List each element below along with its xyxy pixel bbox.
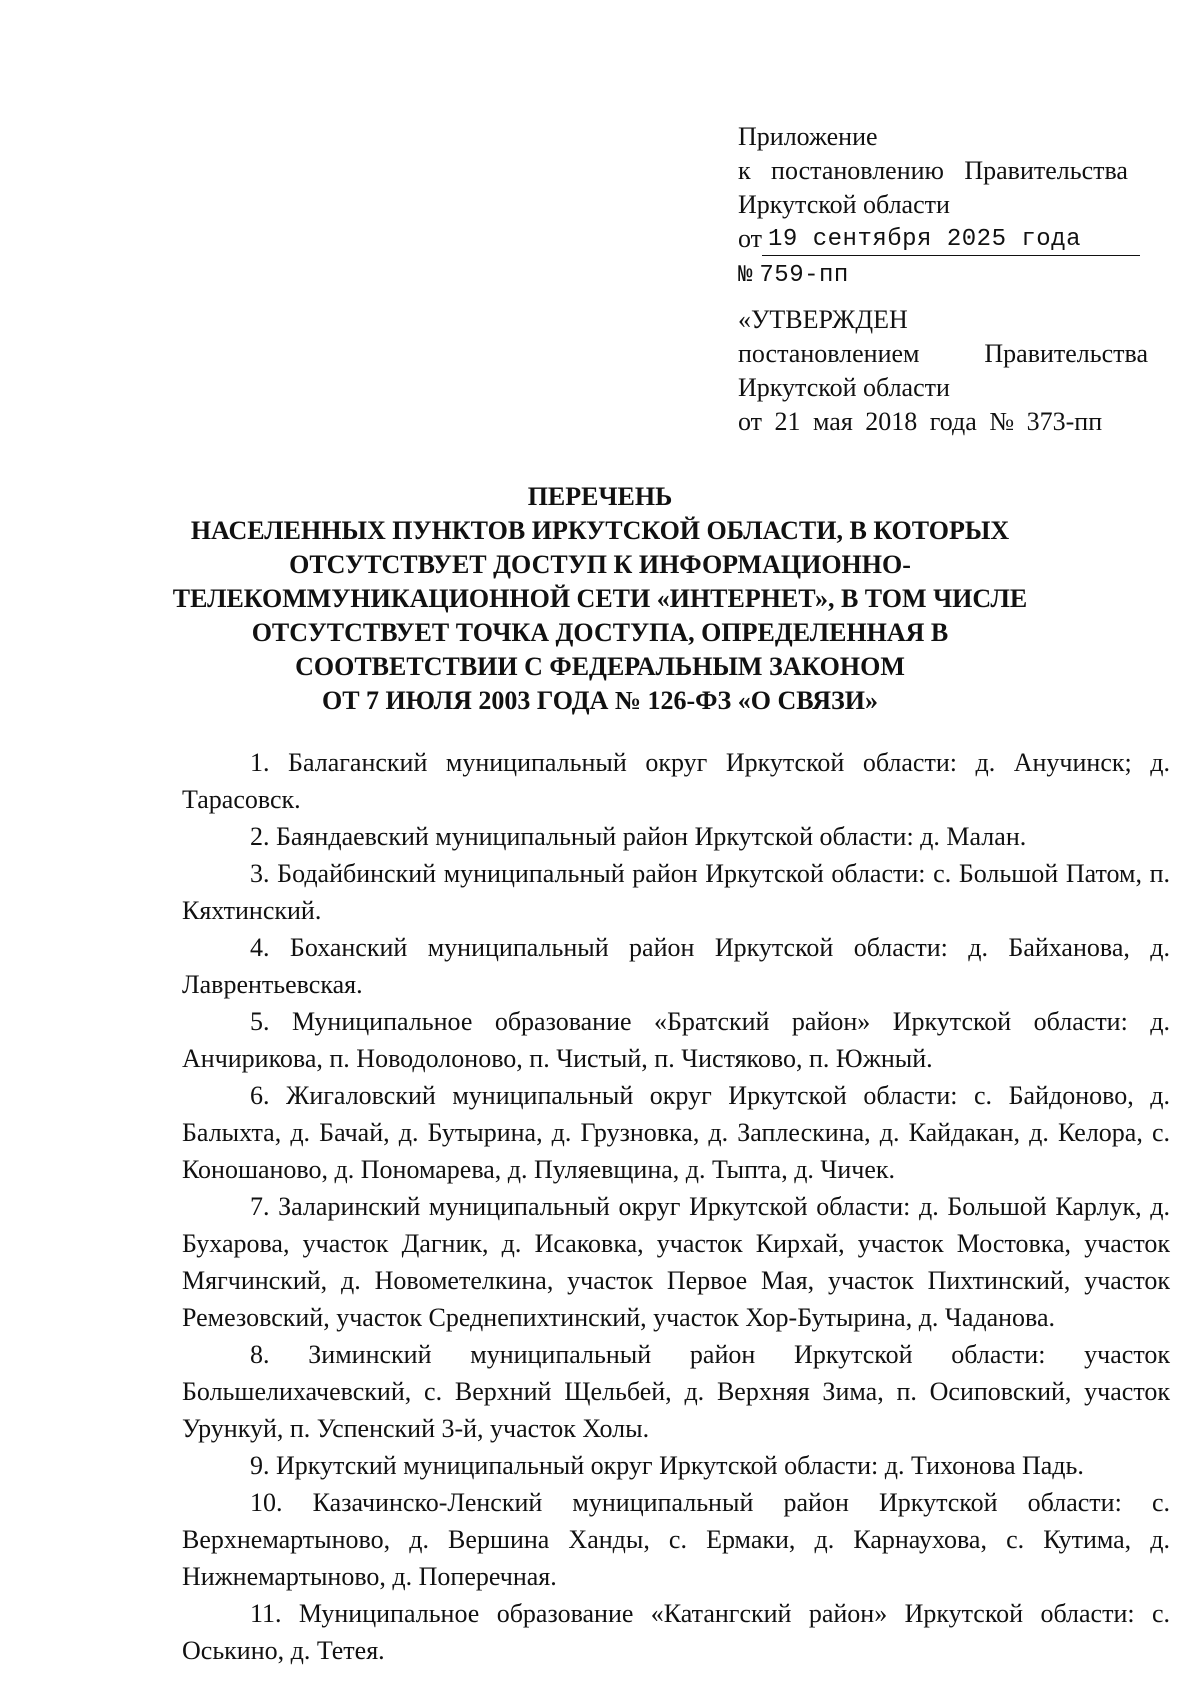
list-item: 11. Муниципальное образование «Катангский район» Иркутской области: с. Оськино, д. Тетея. xyxy=(182,1599,1170,1665)
list-item: 4. Боханский муниципальный район Иркутской области: д. Байханова, д. Лаврентьевская. xyxy=(182,933,1170,999)
appendix-to-word: к xyxy=(738,156,751,185)
appendix-to-resolution xyxy=(738,154,1128,188)
appendix-number-prefix: № xyxy=(738,262,753,289)
list-item: 1. Балаганский муниципальный округ Иркутской области: д. Анучинск; д. Тарасовск. xyxy=(182,748,1170,814)
list-item: 6. Жигаловский муниципальный округ Иркутской области: с. Байдоново, д. Балыхта, д. Бачай, д. Бутырина, д. Грузновка, д. Заплескина, д. Кайдакан, д. Келора, с. Коношаново, д. Пономарева, д. Пуляевщина, д. Тыпта, д. Чичек. xyxy=(182,1081,1170,1184)
appendix-approval-block xyxy=(738,120,1158,439)
title-line-6: СООТВЕТСТВИИ С ФЕДЕРАЛЬНЫМ ЗАКОНОМ xyxy=(295,652,905,681)
title-line-1: ПЕРЕЧЕНЬ xyxy=(527,482,673,511)
appendix-region: Иркутской области xyxy=(738,190,950,219)
appendix-date-value: 19 сентября 2025 года xyxy=(762,225,1140,256)
title-line-5: ОТСУТСТВУЕТ ТОЧКА ДОСТУПА, ОПРЕДЕЛЕННАЯ В xyxy=(251,618,949,647)
approved-heading: «УТВЕРЖДЕН xyxy=(738,305,908,334)
appendix-government-word: Правительства xyxy=(964,156,1128,185)
list-item: 3. Бодайбинский муниципальный район Иркутской области: с. Большой Патом, п. Кяхтинский. xyxy=(182,859,1170,925)
approved-date-number: от 21 мая 2018 года № 373-пп xyxy=(738,407,1103,436)
approved-government-word: Правительства xyxy=(984,339,1148,368)
appendix-label: Приложение xyxy=(738,122,878,151)
approved-region: Иркутской области xyxy=(738,373,950,402)
approved-by-resolution xyxy=(738,337,1148,371)
appendix-resolution-word: постановлению xyxy=(771,156,944,185)
document-title xyxy=(130,480,1070,718)
list-item: 10. Казачинско-Ленский муниципальный район Иркутской области: с. Верхнемартыново, д. Вершина Ханды, с. Ермаки, д. Карнаухова, с. Кутима, д. Нижнемартыново, д. Поперечная. xyxy=(182,1488,1170,1591)
appendix-date-prefix: от xyxy=(738,224,763,253)
list-item: 2. Баяндаевский муниципальный район Иркутской области: д. Малан. xyxy=(250,822,1027,851)
appendix-date-row xyxy=(738,222,1158,256)
settlement-list xyxy=(182,744,1170,1669)
list-item: 5. Муниципальное образование «Братский район» Иркутской области: д. Анчирикова, п. Новодолоново, п. Чистый, п. Чистяково, п. Южный. xyxy=(182,1007,1170,1073)
list-item: 7. Заларинский муниципальный округ Иркутской области: д. Большой Карлук, д. Бухарова, участок Дагник, д. Исаковка, участок Кирхай, участок Мостовка, участок Мягчинский, д. Новометелкина, участок Первое Мая, участок Пихтинский, участок Ремезовский, участок Среднепихтинский, участок Хор-Бутырина, д. Чаданова. xyxy=(182,1192,1170,1332)
title-line-2: НАСЕЛЕННЫХ ПУНКТОВ ИРКУТСКОЙ ОБЛАСТИ, В КОТОРЫХ xyxy=(190,516,1010,545)
title-line-7: ОТ 7 ИЮЛЯ 2003 ГОДА № 126-ФЗ «О СВЯЗИ» xyxy=(321,686,879,715)
title-line-4: ТЕЛЕКОММУНИКАЦИОННОЙ СЕТИ «ИНТЕРНЕТ», В ТОМ ЧИСЛЕ xyxy=(172,584,1028,613)
title-line-3: ОТСУТСТВУЕТ ДОСТУП К ИНФОРМАЦИОННО- xyxy=(289,550,911,579)
approved-resolution-word: постановлением xyxy=(738,339,920,368)
list-item: 9. Иркутский муниципальный округ Иркутской области: д. Тихонова Падь. xyxy=(250,1451,1084,1480)
list-item: 8. Зиминский муниципальный район Иркутской области: участок Большелихачевский, с. Верхний Щельбей, д. Верхняя Зима, п. Осиповский, участок Урункуй, п. Успенский 3-й, участок Холы. xyxy=(182,1340,1170,1443)
appendix-number-row xyxy=(738,256,1158,293)
appendix-number-value: 759-пп xyxy=(759,262,849,289)
